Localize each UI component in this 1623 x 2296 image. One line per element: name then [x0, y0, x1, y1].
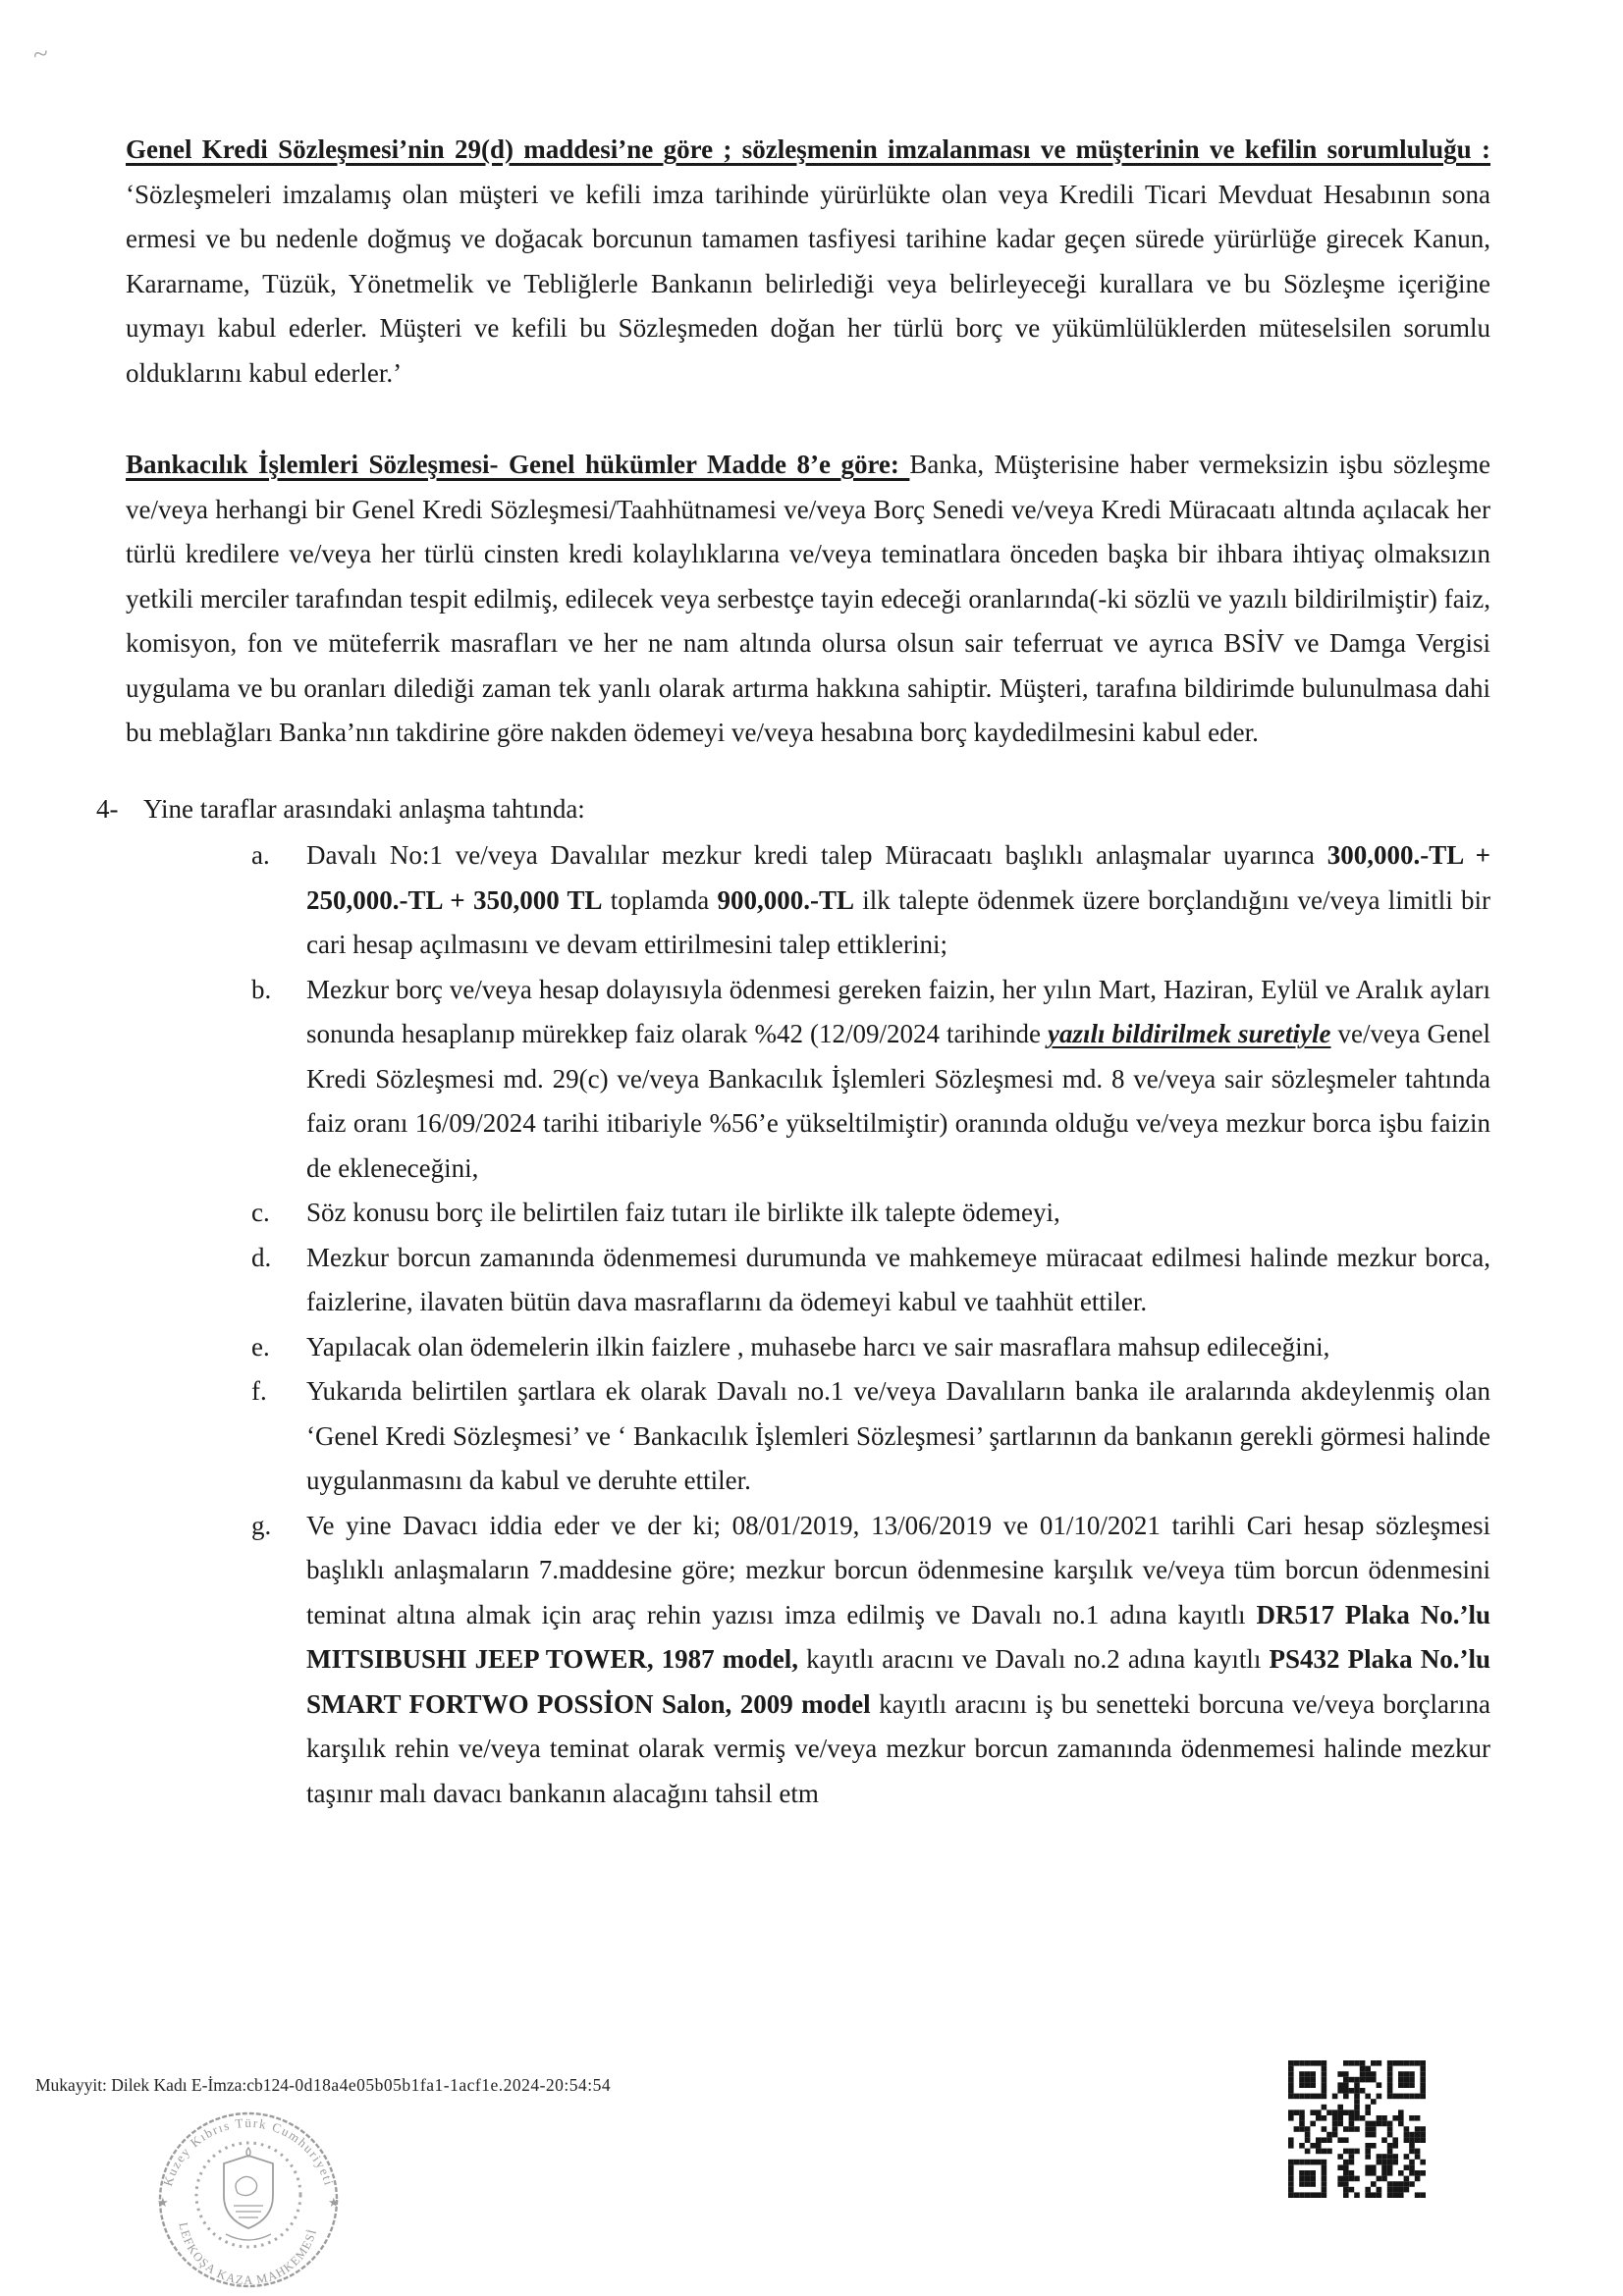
esignature-hash: -0d18a4e05b05b1fa1-1acf1e.2024-20:54:54: [289, 2075, 612, 2095]
subclause-marker: e.: [251, 1331, 270, 1362]
subclause-item: [126, 1504, 1490, 1817]
subclause-item: [126, 1191, 1490, 1236]
seal-star-right-icon: ★: [328, 2195, 340, 2210]
seal-coat-of-arms-icon: [224, 2148, 273, 2240]
document-content: [96, 128, 1491, 1816]
clause-gks-29d-body: ‘Sözleşmeleri imzalamış olan müşteri ve kefili imza tarihinde yürürlükte olan veya Kredili Ticari Mevduat Hesabının sona ermesi ve bu nedenle doğmuş ve doğacak borcunun tamamen tasfiyesi tarihine kadar geçen sürede yürürlüğe girecek Kanun, Kararname, Tüzük, Yönetmelik ve Tebliğlerle Bankanın belirlediği veya belirleyeceği kurallara ve bu Sözleşme içeriğine uymayı kabul ederler. Müşteri ve kefili bu Sözleşmeden doğan her türlü borç ve yükümlülüklerden müteselsilen sorumlu olduklarını kabul ederler.’: [126, 179, 1490, 388]
subclause-item: [126, 1236, 1490, 1325]
clause-gks-29d-heading: Genel Kredi Sözleşmesi’nin 29(d) maddesi’ne göre ; sözleşmenin imzalanması ve müşterinin ve kefilin sorumluluğu :: [126, 134, 1490, 164]
subclause-marker: d.: [251, 1242, 272, 1272]
seal-bottom-text: LEFKOŞA KAZA MAHKEMESİ: [176, 2220, 320, 2288]
subclause-text: Yukarıda belirtilen şartlara ek olarak Davalı no.1 ve/veya Davalıların banka ile aralarında akdeylenmiş olan ‘Genel Kredi Sözleşmesi’ ve ‘ Bankacılık İşlemleri Sözleşmesi’ şartlarının da bankanın gerekli görmesi halinde uygulanmasını da kabul ve deruhte ettiler.: [306, 1376, 1490, 1495]
subclause-item: [126, 1369, 1490, 1504]
subclause-text: Söz konusu borç ile belirtilen faiz tutarı ile birlikte ilk talepte ödemeyi,: [306, 1198, 1060, 1227]
court-seal: [143, 2105, 353, 2295]
seal-star-left-icon: ★: [157, 2195, 169, 2210]
subclause-text: Ve yine Davacı iddia eder ve der ki; 08/01/2019, 13/06/2019 ve 01/10/2021 tarihli Cari hesap sözleşmesi başlıklı anlaşmaların 7.maddesine göre; mezkur borcun ödenmesine karşılık ve/veya tüm borcun ödenmesini teminat altına almak için araç rehin yazısı imza edilmiş ve Davalı no.1 adına kayıtlı DR517 Plaka No.’lu MITSIBUSHI JEEP TOWER, 1987 model, kayıtlı aracını ve Davalı no.2 adına kayıtlı PS432 Plaka No.’lu SMART FORTWO POSSİON Salon, 2009 model kayıtlı aracını iş bu senetteki borcuna ve/veya borçlarına karşılık rehin ve/veya teminat olarak vermiş ve/veya mezkur borcun zamanında ödenmemesi halinde mezkur taşınır malı davacı bankanın alacağını tahsil etm: [306, 1510, 1491, 1808]
subclause-item: [126, 1325, 1490, 1370]
registrar-label: Mukayyit: Dilek Kadı E-İmza:cb124: [35, 2075, 290, 2095]
subclause-text: Yapılacak olan ödemelerin ilkin faizlere , muhasebe harcı ve sair masraflara mahsup edileceğini,: [306, 1331, 1330, 1362]
subclause-marker: g.: [251, 1510, 272, 1540]
clause-gks-29d: [126, 128, 1490, 396]
seal-top-text: Kuzey Kıbrıs Türk Cumhuriyeti: [159, 2114, 338, 2188]
subclause-marker: b.: [251, 974, 272, 1004]
subclause-text: Mezkur borç ve/veya hesap dolayısıyla ödenmesi gereken faizin, her yılın Mart, Haziran, Eylül ve Aralık ayları sonunda hesaplanıp mürekkep faiz olarak %42 (12/09/2024 tarihinde yazılı bildirilmek suretiyle ve/veya Genel Kredi Sözleşmesi md. 29(c) ve/veya Bankacılık İşlemleri Sözleşmesi md. 8 ve/veya sair sözleşmeler tahtında faiz oranı 16/09/2024 tarihi itibariyle %56’e yükseltilmiştir) oranında olduğu ve/veya mezkur borca işbu faizin de ekleneceğini,: [306, 974, 1491, 1183]
subclause-text: Davalı No:1 ve/veya Davalılar mezkur kredi talep Müracaatı başlıklı anlaşmalar uyarınca 300,000.-TL + 250,000.-TL + 350,000 TL toplamda 900,000.-TL ilk talepte ödenmek üzere borçlandığını ve/veya limitli bir cari hesap açılmasını ve devam ettirilmesini talep ettiklerini;: [306, 840, 1490, 959]
subclause-item: [126, 968, 1490, 1192]
clause-4-marker: 4-: [96, 793, 119, 824]
qr-code: [1288, 2057, 1426, 2202]
clause-bis-madde8: [126, 443, 1490, 756]
clause-bis-madde8-heading: Bankacılık İşlemleri Sözleşmesi- Genel hükümler Madde 8’e göre:: [126, 450, 910, 479]
subclause-list: [126, 833, 1490, 1816]
svg-text:LEFKOŞA KAZA MAHKEMESİ: [176, 2221, 319, 2287]
subclause-marker: f.: [251, 1376, 267, 1406]
clause-4: [96, 787, 1490, 832]
subclause-text: Mezkur borcun zamanında ödenmemesi durumunda ve mahkemeye müracaat edilmesi halinde mezkur borca, faizlerine, ilavaten bütün dava masraflarını da ödemeyi kabul ve taahhüt ettiler.: [306, 1242, 1490, 1316]
subclause-item: [126, 833, 1490, 968]
clause-bis-madde8-body: Banka, Müşterisine haber vermeksizin işbu sözleşme ve/veya herhangi bir Genel Kredi Sözleşmesi/Taahhütnamesi ve/veya Borç Senedi ve/veya Kredi Müracaatı altında açılacak her türlü kredilere ve/veya her türlü cinsten kredi kolaylıklarına ve/veya teminatlara önceden başka bir ihbara ihtiyaç olmaksızın yetkili merciler tarafından tespit edilmiş, edilecek veya serbestçe tayin edeceği oranlarında(-ki sözlü ve yazılı bildirilmiştir) faiz, komisyon, fon ve müteferrik masrafları ve her ne nam altında olursa olsun sair teferruat ve ayrıca BSİV ve Damga Vergisi uygulama ve bu oranları dilediği zaman tek yanlı olarak artırma hakkına sahiptir. Müşteri, tarafına bildirimde bulunulmasa dahi bu meblağları Banka’nın takdirine göre nakden ödemeyi ve/veya hesabına borç kaydedilmesini kabul eder.: [126, 450, 1491, 747]
pencil-mark: ~: [30, 37, 51, 72]
subclause-marker: c.: [251, 1198, 270, 1227]
clause-4-intro: Yine taraflar arasındaki anlaşma tahtında:: [143, 793, 585, 824]
registrar-esignature-line: [35, 2075, 611, 2095]
subclause-marker: a.: [251, 840, 270, 870]
